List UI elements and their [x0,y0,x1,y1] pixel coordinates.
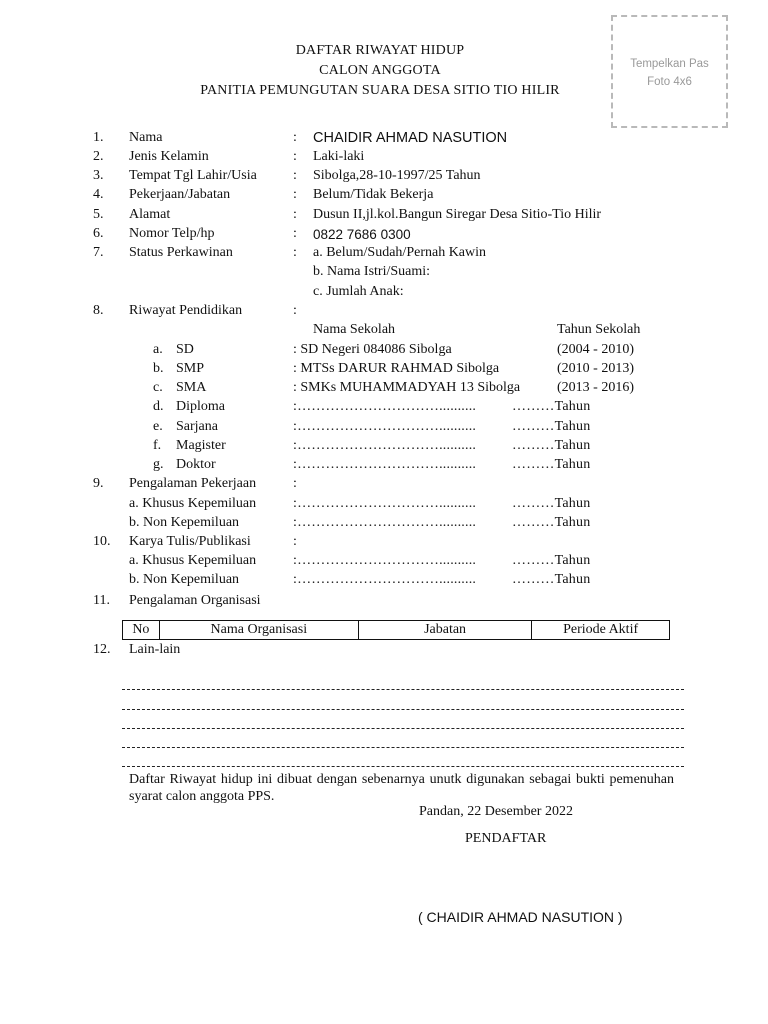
writing-sub-label: b. Non Kepemiluan [129,572,240,587]
education-school-blank: :………………………….......... [293,399,477,414]
field-value-occupation: Belum/Tidak Bekerja [313,187,434,202]
field-label-address: Alamat [129,207,171,222]
education-letter: c. [153,380,163,395]
education-letter: f. [153,438,162,453]
field-colon: : [293,476,297,491]
org-col-name: Nama Organisasi [159,621,358,640]
blank-dashed-line [122,728,684,729]
field-label-marital: Status Perkawinan [129,245,233,260]
place-date: Pandan, 22 Desember 2022 [419,804,573,819]
marital-children-count: c. Jumlah Anak: [313,284,404,299]
field-label-phone: Nomor Telp/hp [129,226,215,241]
blank-dashed-line [122,747,684,748]
field-value-gender: Laki-laki [313,149,365,164]
education-school-blank: :………………………….......... [293,438,477,453]
blank-dashed-line [122,766,684,767]
field-colon: : [293,245,297,260]
field-colon: : [293,187,297,202]
field-number: 1. [93,130,104,145]
education-letter: e. [153,419,163,434]
education-school: : MTSs DARUR RAHMAD Sibolga [293,361,500,376]
education-letter: g. [153,457,164,472]
other-label: Lain-lain [129,642,181,657]
writing-label: Karya Tulis/Publikasi [129,534,251,549]
document-committee: PANITIA PEMUNGUTAN SUARA DESA SITIO TIO HILIR [200,83,560,98]
writing-blank: :………………………….......... [293,572,477,587]
field-colon: : [293,207,297,222]
org-col-no: No [123,621,160,640]
education-level: Sarjana [176,419,218,434]
field-value-name: CHAIDIR AHMAD NASUTION [313,130,508,146]
organization-label: Pengalaman Organisasi [129,593,261,608]
work-sub-label: b. Non Kepemiluan [129,515,240,530]
field-colon: : [293,149,297,164]
work-label: Pengalaman Pekerjaan [129,476,257,491]
document-title: DAFTAR RIWAYAT HIDUP [295,43,465,58]
organization-table-header [123,621,670,640]
field-value-birth: Sibolga,28-10-1997/25 Tahun [313,168,481,183]
education-year-blank: ………Tahun [512,399,591,414]
education-year: (2013 - 2016) [557,380,634,395]
registrant-role: PENDAFTAR [465,831,547,846]
organization-table [122,620,670,640]
field-number: 8. [93,303,104,318]
field-value-address: Dusun II,jl.kol.Bangun Siregar Desa Sitio-Tio Hilir [313,207,602,222]
writing-year-blank: ………Tahun [512,553,591,568]
education-level: Doktor [176,457,216,472]
field-number: 2. [93,149,104,164]
field-value-marital: a. Belum/Sudah/Pernah Kawin [313,245,487,260]
photo-placeholder-box [611,15,728,128]
field-number: 11. [93,593,110,608]
field-label-occupation: Pekerjaan/Jabatan [129,187,231,202]
education-level: SD [176,342,194,357]
field-number: 6. [93,226,104,241]
field-number: 4. [93,187,104,202]
field-colon: : [293,130,297,145]
blank-dashed-line [122,709,684,710]
field-colon: : [293,168,297,183]
education-letter: d. [153,399,164,414]
field-number: 10. [93,534,111,549]
writing-year-blank: ………Tahun [512,572,591,587]
signature-name: ( CHAIDIR AHMAD NASUTION ) [418,909,623,925]
field-colon: : [293,226,297,241]
field-colon: : [293,534,297,549]
work-sub-label: a. Khusus Kepemiluan [129,496,257,511]
education-year-blank: ………Tahun [512,419,591,434]
field-label-birth: Tempat Tgl Lahir/Usia [129,168,257,183]
education-year-blank: ………Tahun [512,438,591,453]
education-col-school: Nama Sekolah [313,322,396,337]
education-label: Riwayat Pendidikan [129,303,243,318]
education-year-blank: ………Tahun [512,457,591,472]
education-school-blank: :………………………….......... [293,419,477,434]
work-year-blank: ………Tahun [512,515,591,530]
field-number: 5. [93,207,104,222]
writing-blank: :………………………….......... [293,553,477,568]
writing-sub-label: a. Khusus Kepemiluan [129,553,257,568]
org-col-position: Jabatan [358,621,531,640]
education-year: (2004 - 2010) [557,342,634,357]
field-number: 9. [93,476,104,491]
work-blank: :………………………….......... [293,496,477,511]
education-school-blank: :………………………….......... [293,457,477,472]
field-number: 12. [93,642,111,657]
work-year-blank: ………Tahun [512,496,591,511]
document-subtitle: CALON ANGGOTA [319,63,441,78]
education-school: : SD Negeri 084086 Sibolga [293,342,452,357]
field-label-name: Nama [129,130,163,145]
work-blank: :………………………….......... [293,515,477,530]
education-level: SMA [176,380,207,395]
field-value-phone: 0822 7686 0300 [313,227,411,242]
education-level: SMP [176,361,205,376]
field-number: 7. [93,245,104,260]
blank-dashed-line [122,689,684,690]
org-col-period: Periode Aktif [532,621,670,640]
education-level: Magister [176,438,226,453]
education-school: : SMKs MUHAMMADYAH 13 Sibolga [293,380,521,395]
education-year: (2010 - 2013) [557,361,634,376]
marital-spouse-name: b. Nama Istri/Suami: [313,264,431,279]
education-level: Diploma [176,399,225,414]
education-col-year: Tahun Sekolah [557,322,641,337]
photo-placeholder-line1: Tempelkan Pas [630,58,709,70]
closing-statement: Daftar Riwayat hidup ini dibuat dengan sebenarnya unutk digunakan sebagai bukti pemenuhan syarat calon anggota PPS. [129,772,674,804]
photo-placeholder-line2: Foto 4x6 [647,76,692,88]
field-colon: : [293,303,297,318]
education-letter: b. [153,361,164,376]
field-number: 3. [93,168,104,183]
education-letter: a. [153,342,163,357]
field-label-gender: Jenis Kelamin [129,149,209,164]
